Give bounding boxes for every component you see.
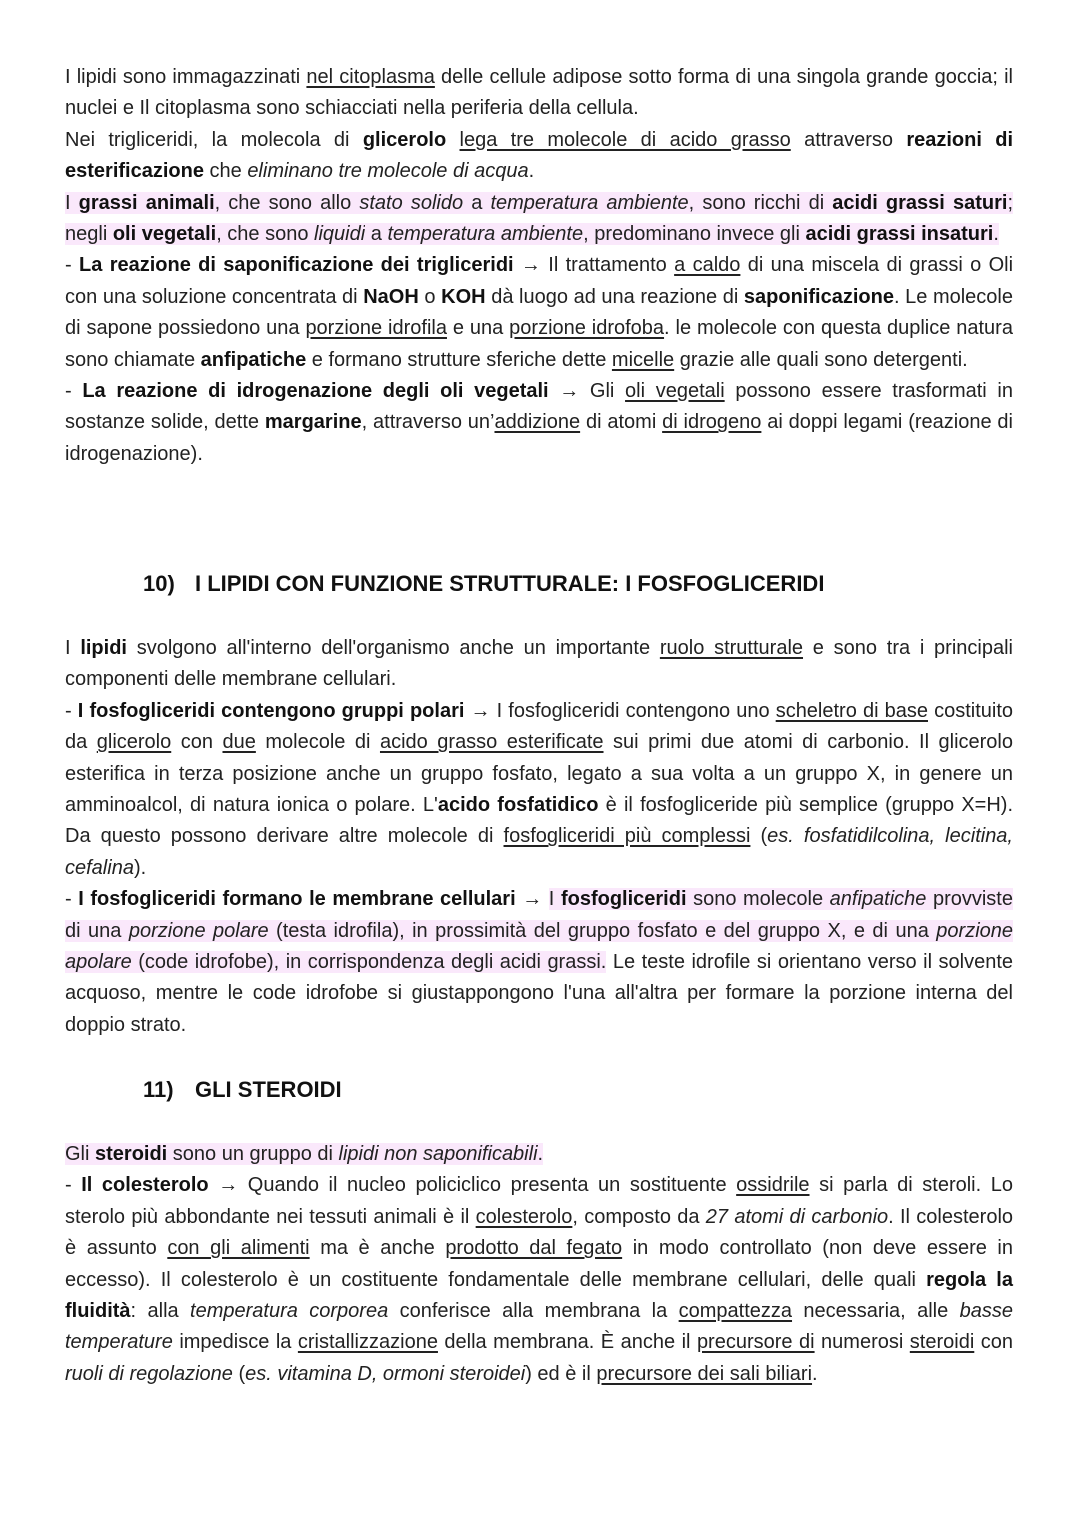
bold-text: acidi grassi saturi: [832, 191, 1008, 214]
section-number: 10): [143, 571, 175, 596]
text-run: .: [528, 160, 535, 183]
paragraph: [65, 250, 1013, 376]
text-run: → Quando il nucleo policiclico presenta un sostituente: [208, 1174, 737, 1197]
paragraph: [65, 1139, 1013, 1170]
text-run: con: [171, 731, 223, 754]
text-run: delle cellule adipose sotto forma di una singola grande goccia; il nuclei e Il citoplasma sono schiacciati nella periferia della cellula.: [65, 66, 1013, 120]
text-run: della membrana. È anche il: [437, 1331, 697, 1354]
underlined-text: ruolo strutturale: [659, 637, 804, 659]
text-run: -: [65, 888, 79, 911]
bold-text: saponificazione: [743, 285, 894, 308]
text-run: di atomi: [580, 411, 663, 434]
underlined-text: steroidi: [909, 1331, 975, 1354]
underlined-text: cristallizzazione: [297, 1331, 438, 1354]
italic-text: es. fosfatidilcolina, lecitina, cefalina: [65, 825, 1013, 879]
text-run: sono molecole: [686, 888, 830, 911]
bold-text: steroidi: [95, 1143, 168, 1165]
text-run: ai doppi legami (reazione di idrogenazione).: [65, 411, 1013, 465]
text-run: e formano strutture sferiche dette: [306, 348, 612, 371]
bold-text: I fosfogliceridi contengono gruppi polari: [77, 699, 465, 722]
text-run: , predominano invece gli: [583, 223, 806, 246]
text-run: I lipidi sono immagazzinati: [65, 66, 307, 88]
text-run: .: [537, 1143, 544, 1165]
underlined-text: compattezza: [678, 1300, 793, 1323]
text-run: (: [232, 1362, 246, 1385]
italic-text: porzione polare: [128, 919, 269, 942]
text-run: , che sono allo: [214, 191, 360, 214]
paragraph: [65, 884, 1013, 1041]
bold-text: La reazione di saponificazione dei trigliceridi: [79, 254, 514, 277]
underlined-text: micelle: [611, 348, 675, 371]
text-run: : alla: [130, 1300, 191, 1323]
paragraph: [65, 1170, 1013, 1390]
text-run: e sono tra i principali componenti delle membrane cellulari.: [65, 637, 1013, 691]
text-run: impedisce la: [172, 1331, 298, 1354]
underlined-text: nel citoplasma: [306, 66, 435, 88]
bold-text: La reazione di idrogenazione degli oli vegetali: [82, 380, 549, 403]
paragraph: [65, 633, 1013, 696]
text-run: (: [750, 825, 768, 848]
italic-text: lipidi non saponificabili: [338, 1143, 538, 1165]
text-run: -: [65, 380, 83, 403]
bold-text: glicerolo: [362, 128, 447, 151]
text-run: e una: [446, 317, 510, 340]
text-run: . le molecole con questa duplice natura sono chiamate: [65, 317, 1013, 371]
text-run: Nei trigliceridi, la molecola di: [65, 128, 363, 151]
bold-text: lipidi: [80, 637, 127, 659]
text-run: .: [993, 223, 999, 246]
italic-text: basse temperature: [65, 1300, 1014, 1354]
section-title: I LIPIDI CON FUNZIONE STRUTTURALE: I FOSFOGLICERIDI: [195, 571, 825, 596]
text-run: ).: [133, 856, 147, 879]
text-run: , composto da: [572, 1205, 706, 1228]
text-run: attraverso: [790, 128, 907, 151]
underlined-text: addizione: [494, 411, 581, 434]
text-run: svolgono all'interno dell'organismo anche un importante: [126, 637, 660, 659]
underlined-text: lega tre molecole di acido grasso: [459, 128, 791, 151]
text-run: . Il colesterolo è assunto: [65, 1205, 1014, 1260]
italic-text: stato solido: [359, 191, 464, 214]
bold-text: reazioni di esterificazione: [65, 128, 1014, 183]
text-run: . Le molecole di sapone possiedono una: [65, 285, 1013, 340]
text-run: si parla di steroli. Lo sterolo più abbondante nei tessuti animali è il: [65, 1174, 1014, 1228]
underlined-text: acido grasso esterificate: [379, 731, 604, 754]
underlined-text: con gli alimenti: [167, 1237, 310, 1260]
bold-text: margarine: [264, 411, 362, 434]
text-run: in modo controllato (non deve essere in eccesso). Il colesterolo è un costituente fondamentale delle membrane cellulari, delle quali: [65, 1237, 1013, 1291]
section-heading-10: [143, 569, 824, 599]
text-run: o: [418, 285, 442, 308]
text-run: , che sono: [216, 223, 315, 246]
fosfogliceridi-paragraphs: [65, 633, 1013, 1041]
text-run: .: [812, 1362, 818, 1385]
underlined-text: glicerolo: [96, 731, 172, 754]
text-run: molecole di: [255, 731, 380, 754]
text-run: [446, 129, 459, 151]
italic-text: temperatura corporea: [190, 1300, 389, 1323]
text-run: costituito da: [65, 699, 1014, 754]
bold-text: grassi animali: [78, 191, 215, 214]
text-run: -: [65, 699, 78, 722]
text-run: -: [65, 1174, 82, 1197]
underlined-text: fosfogliceridi più complessi: [503, 825, 751, 848]
text-run: I: [65, 191, 79, 214]
italic-text: porzione apolare: [65, 919, 1013, 974]
section-number: 11): [143, 1077, 174, 1102]
bold-text: fosfogliceridi: [560, 888, 687, 911]
underlined-text: precursore di: [696, 1331, 815, 1354]
text-run: di una miscela di grassi o Oli con una soluzione concentrata di: [65, 254, 1014, 308]
bold-text: NaOH: [363, 285, 419, 308]
section-heading-11: [143, 1075, 342, 1105]
text-run: sui primi due atomi di carbonio. Il glicerolo esterifica in terza posizione anche un gruppo fosfato, legato a sua volta a un gruppo X, in genere un amminoalcol, di natura ionica o polare. L': [65, 731, 1013, 817]
text-run: → Il trattamento: [513, 254, 675, 277]
underlined-text: porzione idrofila: [305, 317, 447, 340]
text-run: a: [463, 191, 491, 214]
italic-text: 27 atomi di carbonio: [705, 1205, 889, 1228]
underlined-text: a caldo: [674, 254, 741, 277]
underlined-text: oli vegetali: [625, 380, 725, 403]
bold-text: regola la fluidità: [65, 1268, 1013, 1323]
text-run: possono essere trasformati in sostanze solide, dette: [65, 380, 1013, 434]
underlined-text: porzione idrofoba: [509, 317, 665, 340]
text-run: provviste di una: [65, 888, 1013, 942]
text-run: -: [65, 254, 80, 277]
bold-text: acidi grassi insaturi: [805, 223, 994, 246]
italic-text: liquidi: [314, 223, 366, 246]
text-run: sono un gruppo di: [167, 1143, 339, 1165]
underlined-text: scheletro di base: [775, 699, 928, 722]
paragraph: [65, 62, 1013, 125]
italic-text: temperatura ambiente: [490, 191, 689, 214]
text-run: ) ed è il: [525, 1362, 597, 1385]
underlined-text: ossidrile: [736, 1174, 810, 1197]
underlined-text: due: [222, 731, 256, 754]
text-run: ; negli: [65, 191, 1013, 246]
text-run: Gli: [65, 1143, 95, 1165]
paragraph: [65, 696, 1013, 884]
text-run: necessaria, alle: [792, 1300, 960, 1323]
underlined-text: colesterolo: [475, 1205, 573, 1228]
text-run: dà luogo ad una reazione di: [485, 285, 744, 308]
bold-text: anfipatiche: [200, 348, 307, 371]
text-run: conferisce alla membrana la: [388, 1300, 679, 1323]
bold-text: KOH: [441, 285, 486, 308]
italic-text: es. vitamina D, ormoni steroidei: [245, 1362, 526, 1385]
underlined-text: precursore dei sali biliari: [596, 1362, 813, 1385]
text-run: → Gli: [548, 380, 626, 403]
text-run: grazie alle quali sono detergenti.: [674, 348, 968, 371]
underlined-text: prodotto dal fegato: [445, 1237, 623, 1260]
text-run: numerosi: [814, 1331, 910, 1354]
italic-text: eliminano tre molecole di acqua: [247, 160, 529, 183]
text-run: a: [365, 223, 388, 246]
italic-text: anfipatiche: [829, 888, 927, 911]
lipidi-paragraphs: [65, 62, 1013, 470]
bold-text: oli vegetali: [112, 223, 217, 246]
text-run: →: [515, 888, 549, 911]
text-run: che: [203, 160, 248, 183]
text-run: con: [974, 1331, 1014, 1354]
text-run: (testa idrofila), in prossimità del gruppo fosfato e del gruppo X, e di una: [268, 919, 937, 942]
text-run: , attraverso un’: [361, 411, 495, 434]
italic-text: ruoli di regolazione: [65, 1362, 233, 1385]
text-run: I: [65, 637, 81, 659]
bold-text: I fosfogliceridi formano le membrane cellulari: [78, 888, 516, 911]
paragraph: [65, 376, 1013, 470]
italic-text: temperatura ambiente: [387, 223, 584, 246]
section-title: GLI STEROIDI: [195, 1077, 342, 1102]
text-run: è il fosfogliceride più semplice (gruppo X=H). Da questo possono derivare altre molecole di: [65, 794, 1014, 848]
text-run: → I fosfogliceridi contengono uno: [464, 699, 776, 722]
bold-text: acido fosfatidico: [437, 794, 599, 817]
bold-text: Il colesterolo: [81, 1174, 209, 1197]
underlined-text: di idrogeno: [662, 411, 762, 434]
paragraph: [65, 188, 1013, 251]
text-run: (code idrofobe), in corrispondenza degli acidi grassi.: [131, 951, 607, 974]
steroidi-paragraphs: [65, 1139, 1013, 1390]
paragraph: [65, 125, 1013, 188]
text-run: Le teste idrofile si orientano verso il solvente acquoso, mentre le code idrofobe si giustappongono l'una all'altra per formare la porzione interna del doppio strato.: [65, 951, 1014, 1036]
text-run: ma è anche: [309, 1237, 446, 1260]
text-run: I: [548, 888, 561, 911]
text-run: , sono ricchi di: [688, 191, 833, 214]
